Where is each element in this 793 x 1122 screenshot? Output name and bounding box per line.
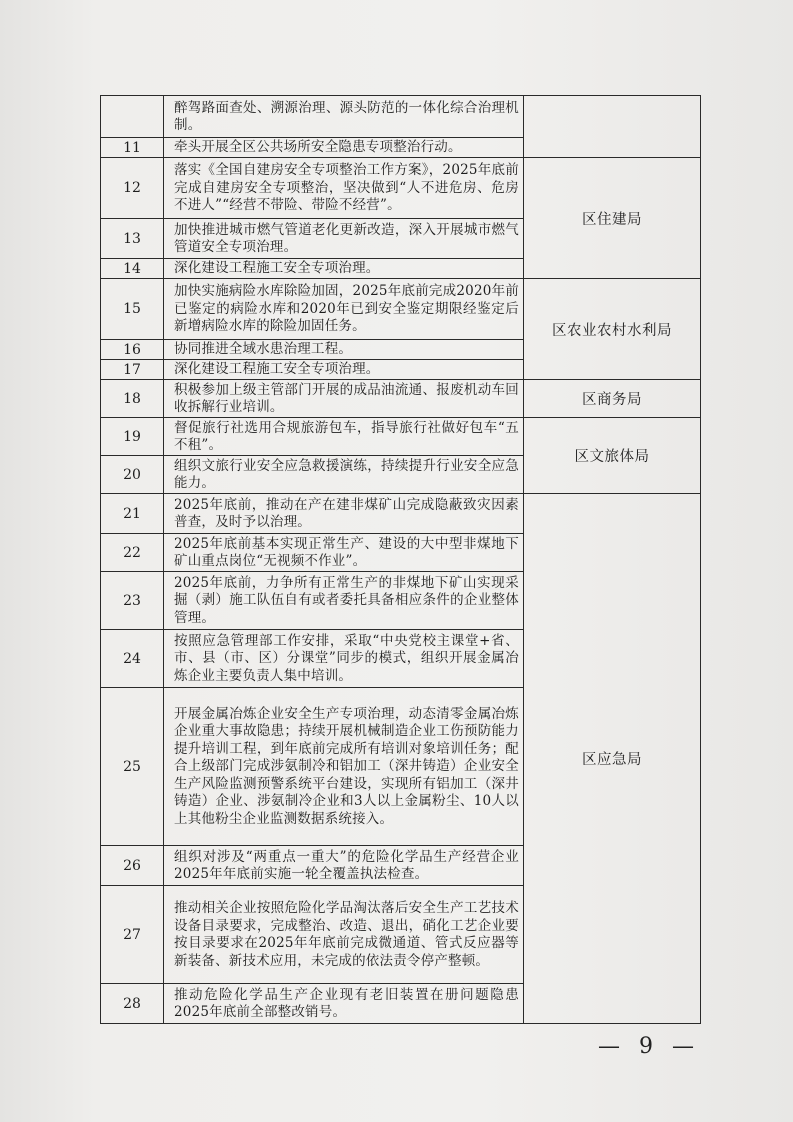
row-number: 19 — [101, 418, 164, 456]
row-number: 23 — [101, 572, 164, 630]
task-text: 2025年底前，力争所有正常生产的非煤地下矿山实现采掘（剥）施工队伍自有或者委托具备相应条件的企业整体管理。 — [164, 572, 524, 630]
task-text: 督促旅行社选用合规旅游包车，指导旅行社做好包车“五不租”。 — [164, 418, 524, 456]
task-text: 醉驾路面查处、溯源治理、源头防范的一体化综合治理机制。 — [164, 96, 524, 138]
task-text: 牵头开展全区公共场所安全隐患专项整治行动。 — [164, 138, 524, 158]
department-nongye: 区农业农村水利局 — [524, 279, 701, 380]
task-text: 开展金属冶炼企业安全生产专项治理，动态清零金属冶炼企业重大事故隐患；持续开展机械制造企业工伤预防能力提升培训工程，到年底前完成所有培训对象培训任务；配合上级部门完成涉氨制冷和铝加工（深井铸造）企业安全生产风险监测预警系统平台建设，实现所有铝加工（深井铸造）企业、涉氨制冷企业和3人以上金属粉尘、10人以上其他粉尘企业监测数据系统接入。 — [164, 688, 524, 846]
row-number: 17 — [101, 360, 164, 380]
table-row — [101, 380, 701, 418]
task-text: 加快推进城市燃气管道老化更新改造，深入开展城市燃气管道安全专项治理。 — [164, 219, 524, 259]
task-table — [100, 95, 701, 1024]
row-number — [101, 96, 164, 138]
row-number: 18 — [101, 380, 164, 418]
task-text: 推动相关企业按照危险化学品淘汰落后安全生产工艺技术设备目录要求，完成整治、改造、退出，硝化工艺企业要按目录要求在2025年年底前完成微通道、管式反应器等新装备、新技术应用，未完成的依法责令停产整顿。 — [164, 886, 524, 984]
row-number: 12 — [101, 158, 164, 219]
row-number: 28 — [101, 984, 164, 1024]
row-number: 21 — [101, 494, 164, 534]
task-text: 协同推进全域水患治理工程。 — [164, 340, 524, 360]
task-text: 加快实施病险水库除险加固，2025年底前完成2020年前已鉴定的病险水库和2020年已到安全鉴定期限经鉴定后新增病险水库的除险加固任务。 — [164, 279, 524, 340]
row-number: 27 — [101, 886, 164, 984]
page-number: — 9 — — [598, 1034, 700, 1059]
row-number: 20 — [101, 456, 164, 494]
row-number: 15 — [101, 279, 164, 340]
task-text: 深化建设工程施工安全专项治理。 — [164, 360, 524, 380]
department-shangwu: 区商务局 — [524, 380, 701, 418]
department-wenlv: 区文旅体局 — [524, 418, 701, 494]
task-text: 深化建设工程施工安全专项治理。 — [164, 259, 524, 279]
row-number: 22 — [101, 534, 164, 572]
department-yingji: 区应急局 — [524, 494, 701, 1024]
task-text: 2025年底前，推动在产在建非煤矿山完成隐蔽致灾因素普查，及时予以治理。 — [164, 494, 524, 534]
row-number: 26 — [101, 846, 164, 886]
task-text: 积极参加上级主管部门开展的成品油流通、报废机动车回收拆解行业培训。 — [164, 380, 524, 418]
department-zhujian: 区住建局 — [524, 158, 701, 279]
table-row — [101, 96, 701, 138]
row-number: 13 — [101, 219, 164, 259]
row-number: 16 — [101, 340, 164, 360]
row-number: 14 — [101, 259, 164, 279]
task-text: 落实《全国自建房安全专项整治工作方案》，2025年底前完成自建房安全专项整治，坚决做到“人不进危房、危房不进人”“经营不带险、带险不经营”。 — [164, 158, 524, 219]
table-row — [101, 494, 701, 534]
department-cell-empty — [524, 96, 701, 158]
row-number: 25 — [101, 688, 164, 846]
task-text: 2025年底前基本实现正常生产、建设的大中型非煤地下矿山重点岗位“无视频不作业”。 — [164, 534, 524, 572]
table-row — [101, 418, 701, 456]
task-text: 组织文旅行业安全应急救援演练，持续提升行业安全应急能力。 — [164, 456, 524, 494]
task-text: 推动危险化学品生产企业现有老旧装置在册问题隐患2025年底前全部整改销号。 — [164, 984, 524, 1024]
row-number: 11 — [101, 138, 164, 158]
table-row — [101, 158, 701, 219]
table-row — [101, 279, 701, 340]
row-number: 24 — [101, 630, 164, 688]
task-text: 组织对涉及“两重点一重大”的危险化学品生产经营企业2025年年底前实施一轮全覆盖执法检查。 — [164, 846, 524, 886]
task-text: 按照应急管理部工作安排，采取“中央党校主课堂+省、市、县（市、区）分课堂”同步的模式，组织开展金属冶炼企业主要负责人集中培训。 — [164, 630, 524, 688]
